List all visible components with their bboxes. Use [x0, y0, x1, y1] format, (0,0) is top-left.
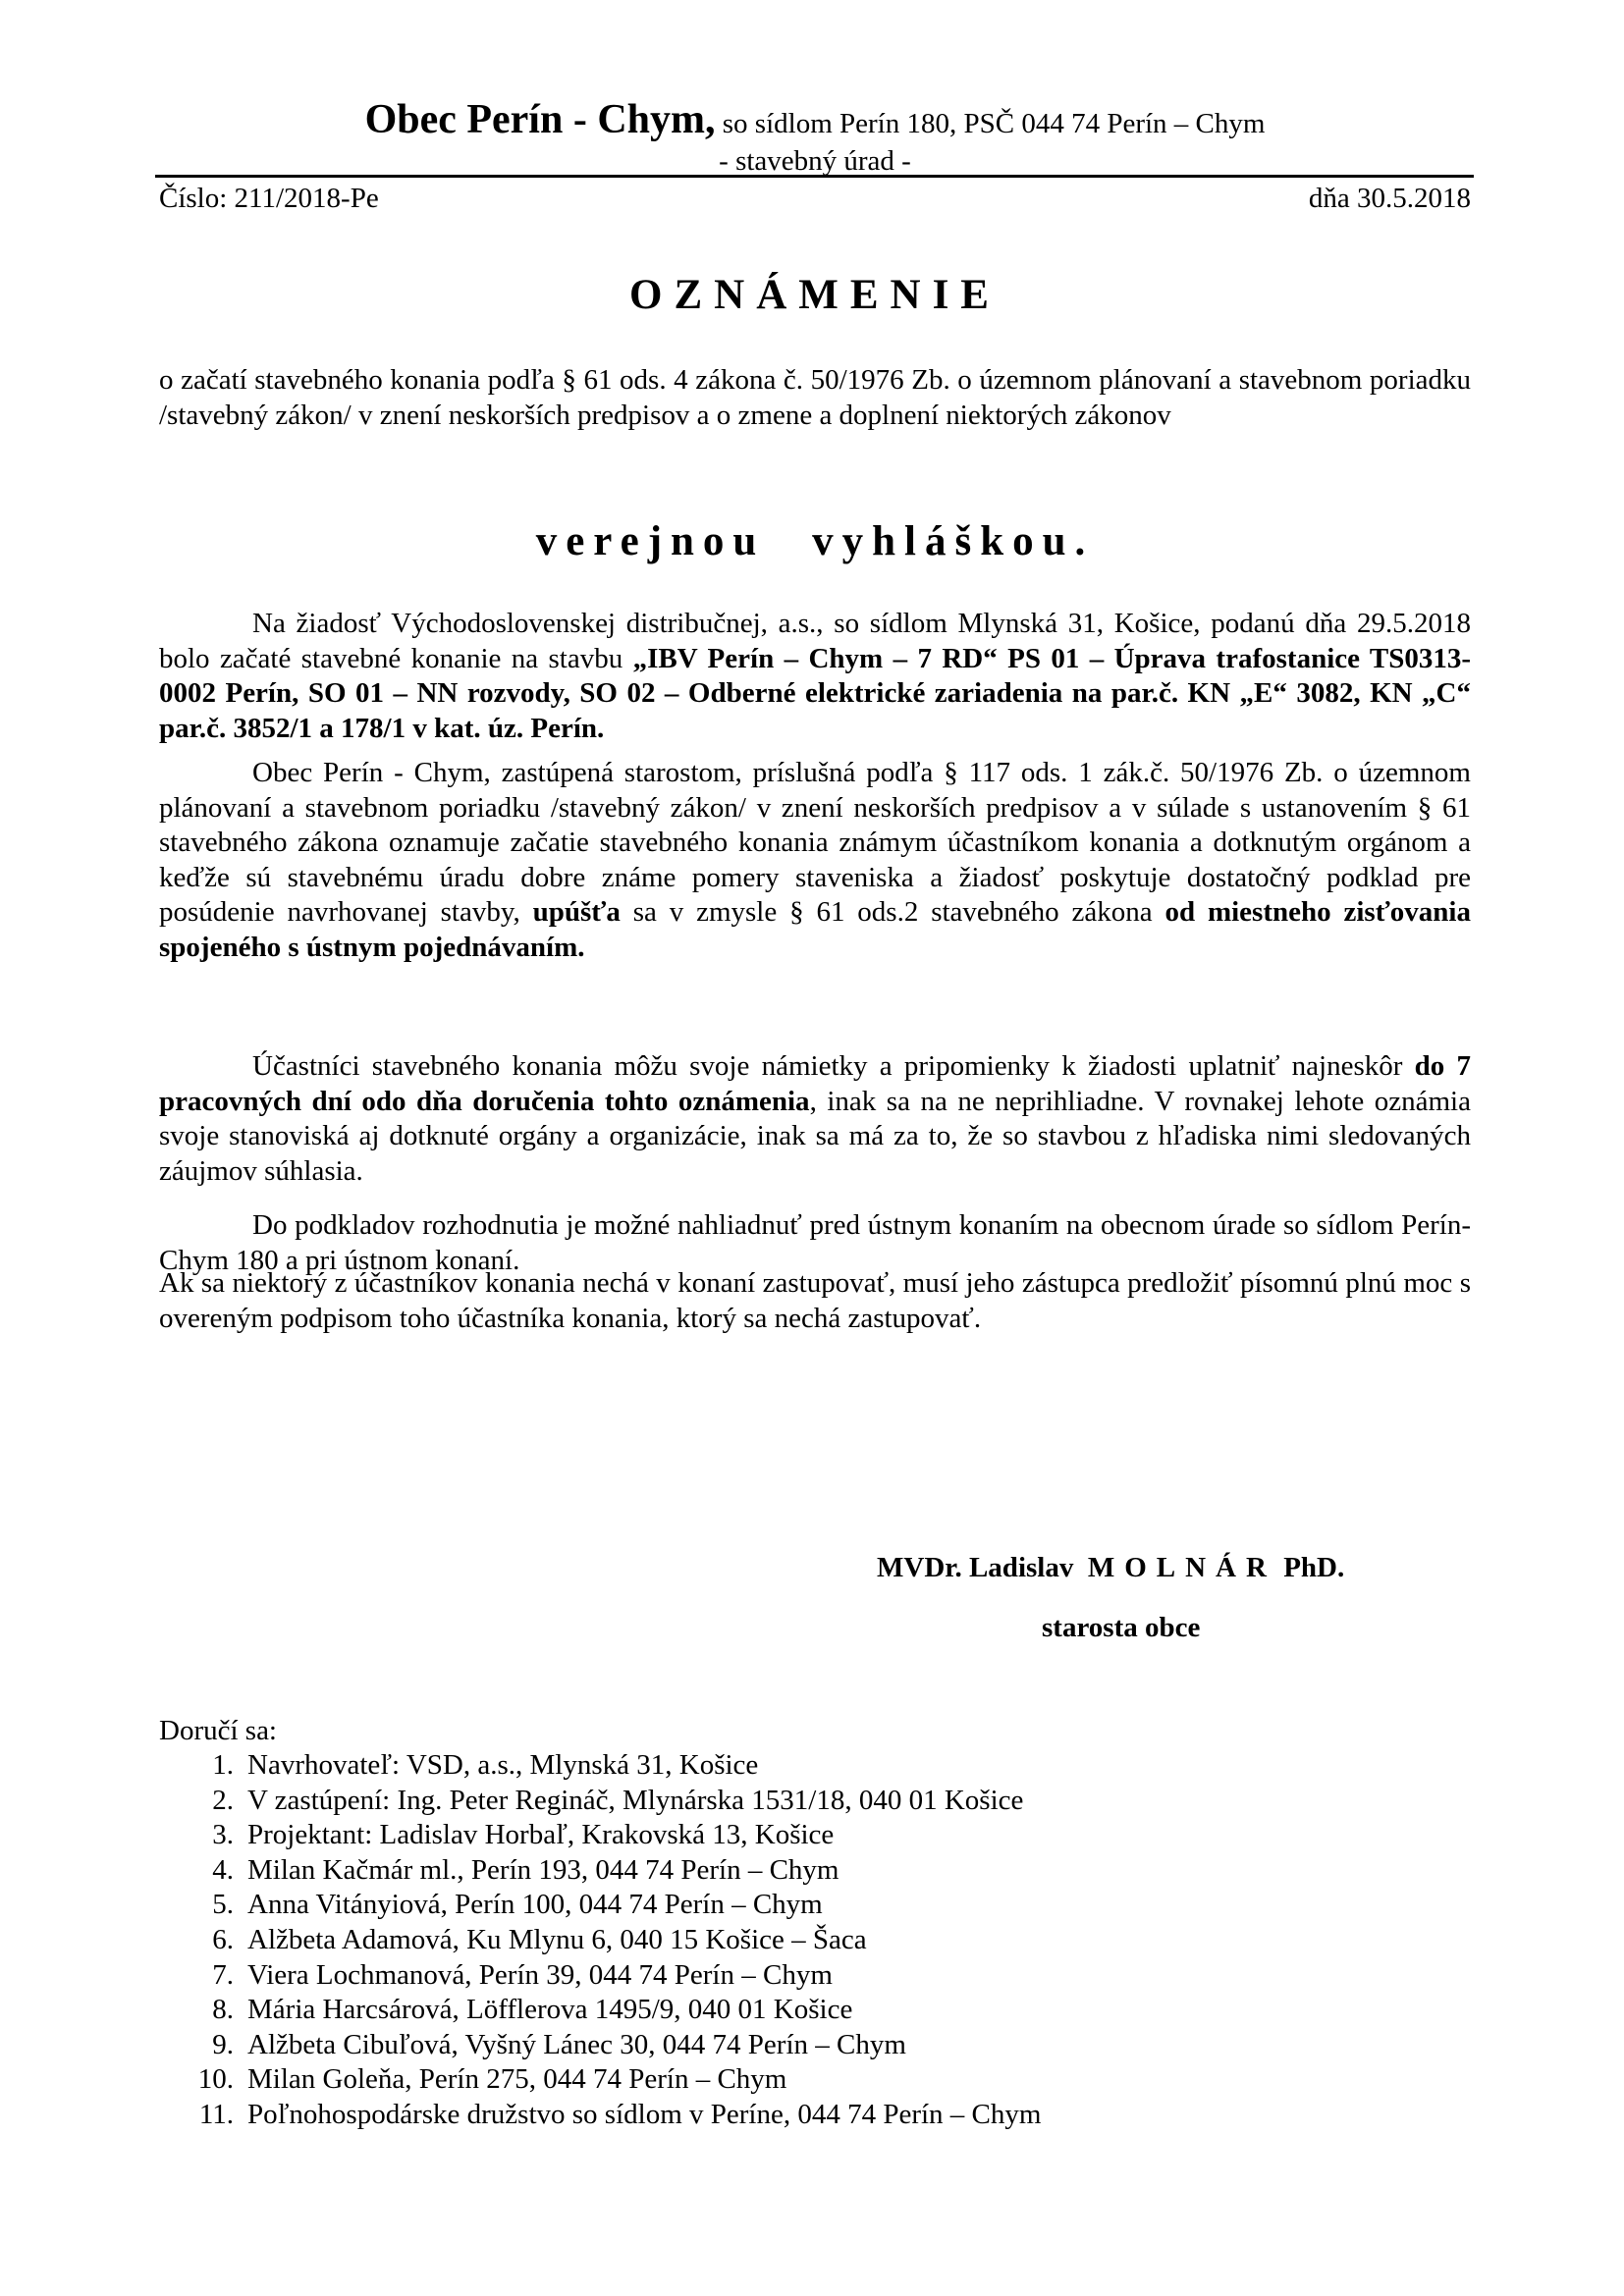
- list-item-text: Alžbeta Adamová, Ku Mlynu 6, 040 15 Košice – Šaca: [247, 1923, 867, 1955]
- emphasis-text: upúšťa: [532, 896, 621, 929]
- list-item-number: 4.: [212, 1853, 234, 1886]
- list-item-text: Navrhovateľ: VSD, a.s., Mlynská 31, Košice: [247, 1749, 759, 1781]
- list-item-number: 9.: [212, 2028, 234, 2060]
- list-item: [159, 1784, 1435, 1819]
- office-name: - stavebný úrad -: [719, 145, 911, 178]
- list-item-number: 6.: [212, 1923, 234, 1955]
- list-item-number: 1.: [212, 1749, 234, 1781]
- list-item-text: V zastúpení: Ing. Peter Regináč, Mlynárska 1531/18, 040 01 Košice: [247, 1784, 1024, 1816]
- list-item-number: 2.: [212, 1784, 234, 1816]
- list-item-text: Alžbeta Cibuľová, Vyšný Lánec 30, 044 74 Perín – Chym: [247, 2028, 906, 2060]
- paragraph-text: sa v zmysle § 61 ods.2 stavebného zákona: [620, 896, 1165, 929]
- list-item: [159, 1748, 1435, 1784]
- signatory-last-name: MOLNÁR: [1087, 1552, 1276, 1583]
- list-item-text: Milan Kačmár ml., Perín 193, 044 74 Perín – Chym: [247, 1853, 839, 1886]
- paragraph-notice: [159, 756, 1471, 966]
- signatory-suffix: PhD.: [1283, 1552, 1345, 1583]
- list-item: [159, 1818, 1435, 1853]
- list-item: [159, 1888, 1435, 1923]
- recipient-list: [159, 1748, 1435, 2133]
- letterhead: [157, 96, 1473, 179]
- emphasis-text: od miestneho zisťovania spojeného s ústnym pojednávaním.: [159, 896, 1471, 963]
- list-item-text: Poľnohospodárske družstvo so sídlom v Períne, 044 74 Perín – Chym: [247, 2098, 1042, 2130]
- signatory-name: [877, 1552, 1344, 1584]
- list-item: [159, 1993, 1435, 2028]
- list-item-number: 7.: [212, 1958, 234, 1991]
- paragraph-representation: Ak sa niektorý z účastníkov konania nechá v konaní zastupovať, musí jeho zástupca predložiť písomnú plnú moc s overeným podpisom toho účastníka konania, ktorý sa nechá zastupovať.: [159, 1267, 1471, 1334]
- document-subtitle: verejnou vyhláškou.: [535, 518, 1095, 564]
- list-item-text: Projektant: Ladislav Horbaľ, Krakovská 13, Košice: [247, 1819, 835, 1851]
- list-item: [159, 1923, 1435, 1958]
- delivery-heading: Doručí sa:: [159, 1715, 277, 1746]
- paragraph-text: Na žiadosť Východoslovenskej distribučnej, a.s., so sídlom Mlynská 31, Košice, podanú dňa 29.5.2018 bolo začaté stavebné konanie na stavbu: [159, 608, 1471, 674]
- list-item-number: 11.: [198, 2098, 234, 2130]
- reference-number: Číslo: 211/2018-Pe: [159, 183, 379, 214]
- list-item-number: 8.: [212, 1994, 234, 2026]
- municipality-name: Obec Perín - Chym,: [364, 97, 716, 142]
- signatory-role: starosta obce: [1042, 1612, 1201, 1643]
- document-date: dňa 30.5.2018: [1308, 183, 1471, 214]
- signatory-first-name: MVDr. Ladislav: [877, 1552, 1074, 1583]
- list-item: [159, 2028, 1435, 2063]
- municipality-address: so sídlom Perín 180, PSČ 044 74 Perín – Chym: [722, 108, 1266, 139]
- deadline-text: do 7 pracovných dní odo dňa doručenia tohto oznámenia: [159, 1050, 1471, 1117]
- list-item: [159, 2098, 1435, 2133]
- paragraph-text: Obec Perín - Chym, zastúpená starostom, príslušná podľa § 117 ods. 1 zák.č. 50/1976 Zb. o územnom plánovaní a stavebnom poriadku /stavebný zákon/ v znení neskorších predpisov a v súlade s ustanovením § 61 stavebného zákona oznamuje začatie stavebného konania známym účastníkom konania a dotknutým orgánom a keďže sú stavebnému úradu dobre známe pomery staveniska a žiadosť poskytuje dostatočný podklad pre posúdenie navrhovanej stavby,: [159, 757, 1471, 929]
- list-item-text: Viera Lochmanová, Perín 39, 044 74 Perín – Chym: [247, 1958, 833, 1991]
- list-item: [159, 2062, 1435, 2098]
- paragraph-documents: Do podkladov rozhodnutia je možné nahliadnuť pred ústnym konaním na obecnom úrade so sídlom Perín- Chym 180 a pri ústnom konaní.: [159, 1209, 1471, 1276]
- list-item-number: 10.: [197, 2063, 234, 2096]
- paragraph-text: , inak sa na ne neprihliadne. V rovnakej lehote oznámia svoje stanoviská aj dotknuté orgány a organizácie, inak sa má za to, že so stavbou z hľadiska nimi sledovaných záujmov súhlasia.: [159, 1085, 1471, 1187]
- paragraph-objections: [159, 1049, 1471, 1189]
- list-item-text: Milan Goleňa, Perín 275, 044 74 Perín – Chym: [247, 2063, 787, 2096]
- list-item-text: Anna Vitányiová, Perín 100, 044 74 Perín – Chym: [247, 1889, 823, 1921]
- list-item-number: 5.: [212, 1889, 234, 1921]
- intro-paragraph: o začatí stavebného konania podľa § 61 ods. 4 zákona č. 50/1976 Zb. o územnom plánovaní a stavebnom poriadku /stavebný zákon/ v znení neskorších predpisov a o zmene a doplnení niektorých zákonov: [159, 364, 1471, 431]
- list-item-number: 3.: [212, 1819, 234, 1851]
- letterhead-line: [157, 96, 1473, 143]
- construction-name: „IBV Perín – Chym – 7 RD“ PS 01 – Úprava trafostanice TS0313-0002 Perín, SO 01 – NN rozvody, SO 02 – Odberné elektrické zariadenia na par.č. KN „E“ 3082, KN „C“ par.č. 3852/1 a 178/1 v kat. úz. Perín.: [159, 642, 1471, 744]
- header-rule: [155, 175, 1474, 178]
- document-title: OZNÁMENIE: [629, 272, 1001, 318]
- list-item-text: Mária Harcsárová, Löfflerova 1495/9, 040 01 Košice: [247, 1994, 853, 2026]
- paragraph-application: [159, 607, 1471, 746]
- list-item: [159, 1958, 1435, 1994]
- list-item: [159, 1853, 1435, 1889]
- paragraph-text: Účastníci stavebného konania môžu svoje námietky a pripomienky k žiadosti uplatniť najneskôr: [252, 1050, 1415, 1082]
